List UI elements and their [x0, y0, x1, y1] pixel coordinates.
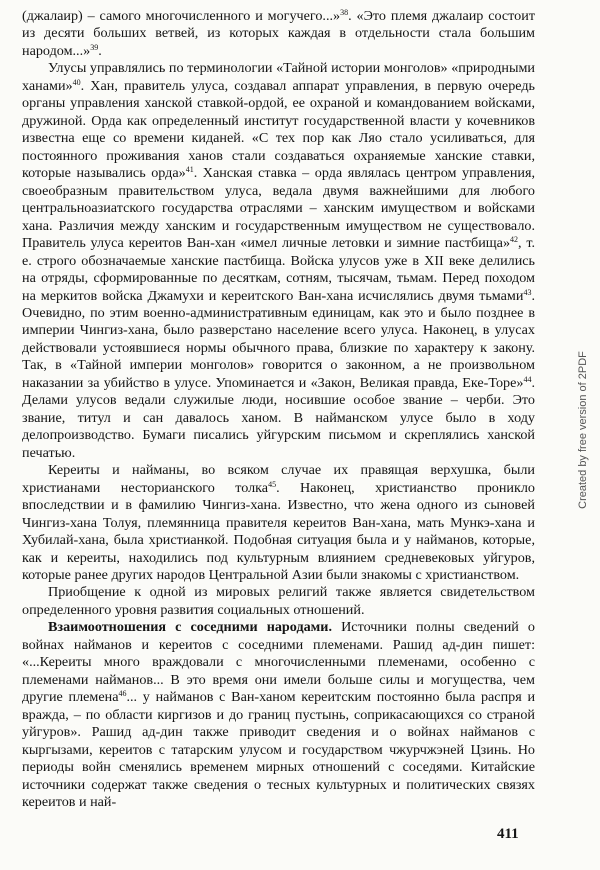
text-run: . «Это племя джалаир состоит из десяти больших ветвей, из которых каждая в отдельности стала большим народом...»: [22, 8, 535, 59]
text-run: Источники полны сведений о войнах найманов и кереитов с соседними племенами. Рашид ад-дин пишет: «...Кереиты много враждовали с многочисленными племенами, особенно с племенами найманов... В это время они имели больше силы и могущества, чем другие племена: [22, 619, 535, 706]
footnote-ref: 40: [72, 77, 81, 87]
page-body: [22, 8, 535, 812]
text-run: . Хан, правитель улуса, создавал аппарат управления, в первую очередь органы управления ханской ставкой-ордой, ее охраной и командованием войсками, дружиной. Орда как определенный институт государственной власти у кочевников известна еще со времени киданей. «С тех пор как Ляо стало усиливаться, для постоянного проживания ханов стали создаваться охраняемые ханские ставки, которые назывались орда»: [22, 77, 535, 182]
footnote-ref: 44: [523, 374, 532, 384]
text-run: . Наконец, христианство проникло впоследствии и в фамилию Чингиз-хана. Известно, что жена одного из сыновей Чингиз-хана Толуя, племянница правителя кереитов Ван-хана, мать Мункэ-хана и Хубилай-хана, была христианкой. Подобная ситуация была и у найманов, которые, как и кереиты, находились под культурным влиянием средневековых уйгуров, которые ранее других народов Центральной Азии были знакомы с христианством.: [22, 479, 535, 583]
text-run: ... у найманов с Ван-ханом кереитским постоянно была распря и вражда, – по области киргизов и до границ пустынь, соприкасающихся со страной уйгуров». Рашид ад-дин также приводит сведения и о войнах найманов с кыргызами, кереитов с татарским улусом и государством чжурчжэней Цзинь. Но периоды войн сменялись временем мирных отношений с соседями. Китайские источники содержат также сведения о тесных культурных и политических связях кереитов и най-: [22, 689, 536, 811]
page-number: 411: [497, 826, 519, 842]
text-run: Приобщение к одной из мировых религий также является свидетельством определенного уровня развития социальных отношений.: [22, 584, 535, 618]
section-heading: Взаимоотношения с соседними народами.: [48, 619, 332, 636]
paragraph: [22, 619, 535, 811]
paragraph: [22, 60, 535, 462]
footnote-ref: 39: [90, 42, 99, 52]
footnote-ref: 46: [118, 689, 127, 699]
text-run: Кереиты и найманы, во всяком случае их правящая верхушка, были христианами несторианского толка: [22, 462, 535, 496]
footnote-ref: 41: [185, 165, 194, 175]
footnote-ref: 38: [340, 8, 349, 17]
footnote-ref: 43: [523, 287, 532, 297]
footnote-ref: 42: [510, 235, 519, 245]
text-run: Улусы управлялись по терминологии «Тайной истории монголов» «природными ханами»: [22, 60, 535, 94]
paragraph: [22, 462, 535, 584]
text-run: (джалаир) – самого многочисленного и могучего...»: [22, 8, 341, 24]
text-run: . Делами улусов ведали служилые люди, носившие особое звание – черби. Это звание, титул и сан давалось ханом. В найманском улусе было в ходу делопроизводство. Бумаги писались уйгурским письмом и скреплялись ханской печатью.: [22, 374, 535, 461]
text-run: . Очевидно, по этим военно-административным единицам, как это и было позднее в империи Чингиз-хана, было разверстано население всего улуса. Наконец, в улусах действовали устоявшиеся нормы обычного права, близкие по характеру к закону. Так, в «Тайной империи монголов» говорится о законном, а не произвольном наказании за убийство в улусе. Упоминается и «Закон, Великая правда, Еке-Торе»: [22, 287, 535, 391]
text-run: . Ханская ставка – орда являлась центром управления, своеобразным правительством улуса, ведала двумя важнейшими для любого центральноазиатского государства отраслями – ханским имуществом и войсками хана. Различия между ханским и государственным имуществом не существовало. Правитель улуса кереитов Ван-хан «имел личные летовки и зимние пастбища»: [22, 165, 535, 252]
text-run: , т. е. строго обозначаемые ханские пастбища. Войска улусов уже в XII веке делились на отряды, сформированные по десяткам, сотням, тысячам, тьмам. Перед походом на меркитов войска Джамухи и кереитского Ван-хана исчислялись двумя тьмами: [22, 235, 535, 304]
watermark-text: Created by free version of 2PDF: [577, 351, 589, 509]
paragraph: [22, 584, 535, 619]
text-run: .: [98, 42, 102, 59]
footnote-ref: 45: [268, 479, 277, 489]
paragraph: [22, 8, 535, 60]
